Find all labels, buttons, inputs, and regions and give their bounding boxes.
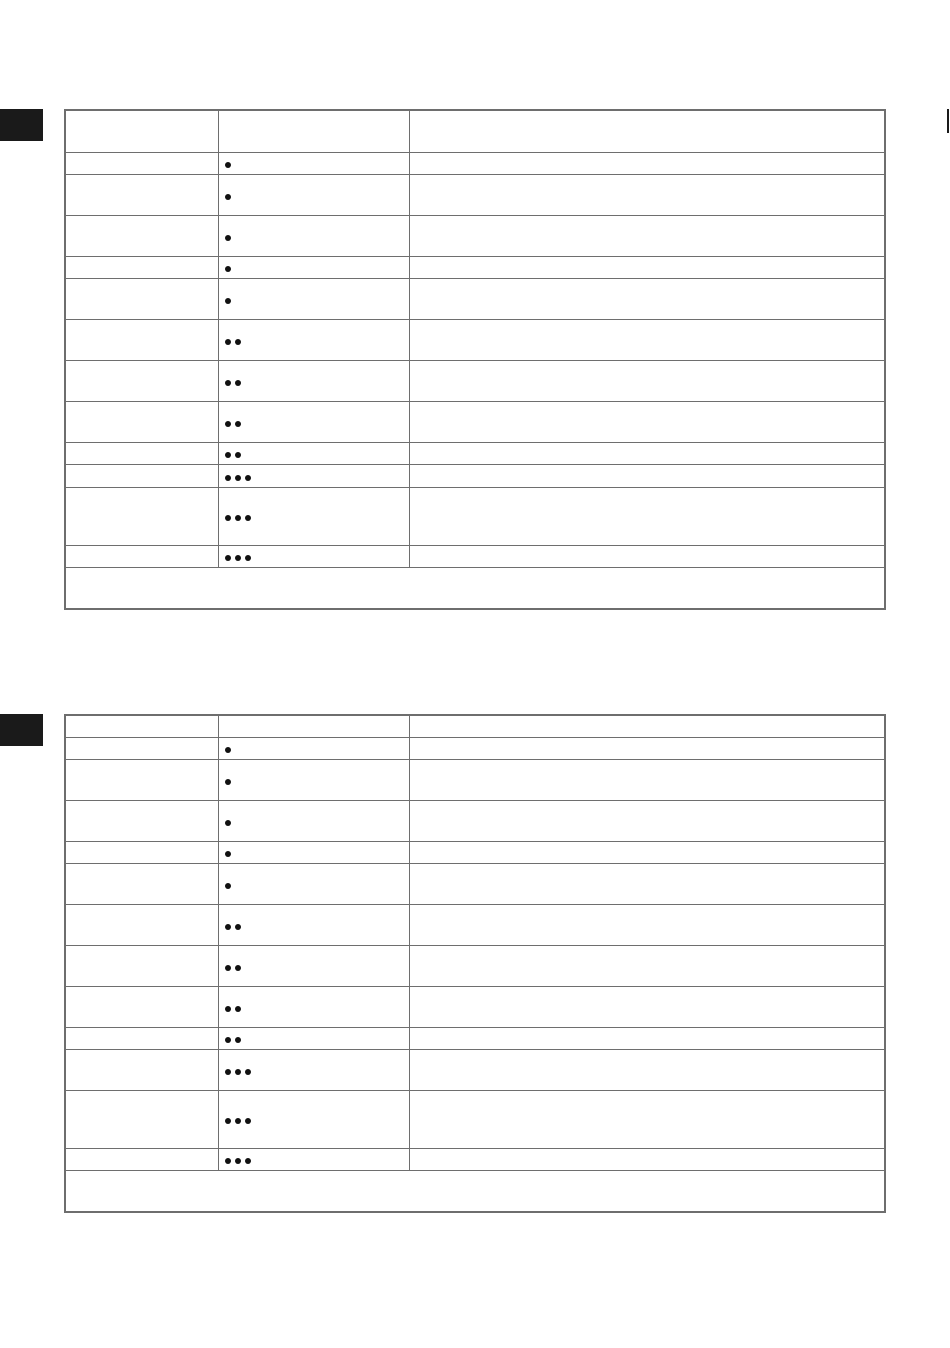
row-description xyxy=(410,1149,886,1171)
row-label xyxy=(65,738,219,760)
row-description xyxy=(410,361,886,402)
filled-dot-icon xyxy=(225,747,231,753)
row-description xyxy=(410,842,886,864)
filled-dot-icon xyxy=(225,851,231,857)
row-description xyxy=(410,864,886,905)
rating-dots xyxy=(225,1158,255,1164)
row-label xyxy=(65,488,219,546)
rating-dots xyxy=(225,475,255,481)
row-description xyxy=(410,465,886,488)
row-description xyxy=(410,946,886,987)
filled-dot-icon xyxy=(225,1158,231,1164)
filled-dot-icon xyxy=(235,924,241,930)
rating-table-2 xyxy=(64,714,886,1213)
rating-cell xyxy=(219,153,410,175)
row-description xyxy=(410,443,886,465)
filled-dot-icon xyxy=(225,924,231,930)
table-row xyxy=(65,801,885,842)
table-row xyxy=(65,216,885,257)
filled-dot-icon xyxy=(235,965,241,971)
row-label xyxy=(65,279,219,320)
rating-dots xyxy=(225,820,235,826)
rating-dots xyxy=(225,965,245,971)
rating-dots xyxy=(225,194,235,200)
filled-dot-icon xyxy=(225,475,231,481)
table-header-row xyxy=(65,715,885,738)
rating-cell xyxy=(219,987,410,1028)
rating-dots xyxy=(225,380,245,386)
rating-cell xyxy=(219,488,410,546)
rating-cell xyxy=(219,257,410,279)
row-label xyxy=(65,987,219,1028)
rating-dots xyxy=(225,851,235,857)
row-label xyxy=(65,1149,219,1171)
rating-dots xyxy=(225,162,235,168)
filled-dot-icon xyxy=(235,452,241,458)
table-row xyxy=(65,153,885,175)
table-row xyxy=(65,864,885,905)
row-description xyxy=(410,738,886,760)
row-label xyxy=(65,257,219,279)
header-cell xyxy=(410,110,886,153)
row-description xyxy=(410,1028,886,1050)
rating-cell xyxy=(219,1028,410,1050)
rating-cell xyxy=(219,946,410,987)
rating-dots xyxy=(225,1037,245,1043)
header-cell xyxy=(65,110,219,153)
table-row xyxy=(65,257,885,279)
table-row xyxy=(65,842,885,864)
rating-dots xyxy=(225,924,245,930)
header-cell xyxy=(410,715,886,738)
row-label xyxy=(65,546,219,568)
rating-dots xyxy=(225,339,245,345)
row-label xyxy=(65,361,219,402)
table-row xyxy=(65,320,885,361)
rating-cell xyxy=(219,864,410,905)
row-description xyxy=(410,987,886,1028)
table-footer-row xyxy=(65,1171,885,1213)
filled-dot-icon xyxy=(225,380,231,386)
table-row xyxy=(65,1028,885,1050)
rating-dots xyxy=(225,515,255,521)
table-row xyxy=(65,465,885,488)
rating-dots xyxy=(225,555,255,561)
filled-dot-icon xyxy=(245,555,251,561)
filled-dot-icon xyxy=(225,1069,231,1075)
header-cell xyxy=(219,110,410,153)
filled-dot-icon xyxy=(225,235,231,241)
filled-dot-icon xyxy=(235,1158,241,1164)
row-label xyxy=(65,864,219,905)
row-label xyxy=(65,1028,219,1050)
row-description xyxy=(410,257,886,279)
filled-dot-icon xyxy=(225,1006,231,1012)
table-footnote xyxy=(65,1171,885,1213)
filled-dot-icon xyxy=(245,1158,251,1164)
rating-cell xyxy=(219,402,410,443)
row-description xyxy=(410,320,886,361)
rating-table-1 xyxy=(64,109,886,610)
filled-dot-icon xyxy=(225,162,231,168)
table-row xyxy=(65,1091,885,1149)
table-row xyxy=(65,488,885,546)
row-description xyxy=(410,279,886,320)
row-label xyxy=(65,216,219,257)
rating-cell xyxy=(219,738,410,760)
rating-dots xyxy=(225,883,235,889)
row-label xyxy=(65,153,219,175)
rating-dots xyxy=(225,452,245,458)
row-label xyxy=(65,760,219,801)
rating-dots xyxy=(225,235,235,241)
rating-cell xyxy=(219,1050,410,1091)
filled-dot-icon xyxy=(225,883,231,889)
table-row xyxy=(65,946,885,987)
filled-dot-icon xyxy=(225,515,231,521)
filled-dot-icon xyxy=(235,475,241,481)
filled-dot-icon xyxy=(235,339,241,345)
filled-dot-icon xyxy=(225,194,231,200)
row-description xyxy=(410,1091,886,1149)
table-row xyxy=(65,760,885,801)
row-label xyxy=(65,842,219,864)
rating-cell xyxy=(219,842,410,864)
rating-dots xyxy=(225,1118,255,1124)
edge-marker xyxy=(947,109,949,133)
filled-dot-icon xyxy=(235,1037,241,1043)
rating-cell xyxy=(219,760,410,801)
filled-dot-icon xyxy=(235,380,241,386)
rating-cell xyxy=(219,546,410,568)
rating-cell xyxy=(219,175,410,216)
row-description xyxy=(410,760,886,801)
row-label xyxy=(65,801,219,842)
row-label xyxy=(65,320,219,361)
filled-dot-icon xyxy=(235,515,241,521)
filled-dot-icon xyxy=(225,820,231,826)
rating-cell xyxy=(219,216,410,257)
filled-dot-icon xyxy=(225,555,231,561)
row-description xyxy=(410,488,886,546)
row-label xyxy=(65,465,219,488)
row-description xyxy=(410,153,886,175)
rating-dots xyxy=(225,298,235,304)
filled-dot-icon xyxy=(245,515,251,521)
table-row xyxy=(65,905,885,946)
filled-dot-icon xyxy=(225,266,231,272)
table-row xyxy=(65,361,885,402)
row-label xyxy=(65,402,219,443)
filled-dot-icon xyxy=(225,339,231,345)
rating-dots xyxy=(225,747,235,753)
rating-cell xyxy=(219,801,410,842)
rating-cell xyxy=(219,1091,410,1149)
rating-dots xyxy=(225,1006,245,1012)
rating-dots xyxy=(225,421,245,427)
row-description xyxy=(410,1050,886,1091)
filled-dot-icon xyxy=(245,1118,251,1124)
rating-cell xyxy=(219,465,410,488)
table-header-row xyxy=(65,110,885,153)
filled-dot-icon xyxy=(245,475,251,481)
table-footnote xyxy=(65,568,885,610)
rating-dots xyxy=(225,1069,255,1075)
row-description xyxy=(410,175,886,216)
table-footer-row xyxy=(65,568,885,610)
filled-dot-icon xyxy=(235,1069,241,1075)
table-row xyxy=(65,1050,885,1091)
header-cell xyxy=(219,715,410,738)
row-description xyxy=(410,402,886,443)
header-cell xyxy=(65,715,219,738)
rating-cell xyxy=(219,361,410,402)
row-description xyxy=(410,801,886,842)
row-description xyxy=(410,905,886,946)
table-row xyxy=(65,279,885,320)
table-row xyxy=(65,443,885,465)
rating-dots xyxy=(225,266,235,272)
filled-dot-icon xyxy=(235,1006,241,1012)
table-row xyxy=(65,546,885,568)
filled-dot-icon xyxy=(225,421,231,427)
row-label xyxy=(65,443,219,465)
row-label xyxy=(65,946,219,987)
filled-dot-icon xyxy=(225,1037,231,1043)
rating-cell xyxy=(219,905,410,946)
rating-cell xyxy=(219,279,410,320)
rating-cell xyxy=(219,1149,410,1171)
row-label xyxy=(65,1091,219,1149)
table-row xyxy=(65,402,885,443)
row-label xyxy=(65,175,219,216)
filled-dot-icon xyxy=(225,965,231,971)
row-label xyxy=(65,905,219,946)
section-tab-2 xyxy=(0,714,43,746)
table-row xyxy=(65,738,885,760)
row-description xyxy=(410,216,886,257)
rating-cell xyxy=(219,320,410,361)
filled-dot-icon xyxy=(225,298,231,304)
filled-dot-icon xyxy=(225,779,231,785)
row-label xyxy=(65,1050,219,1091)
filled-dot-icon xyxy=(235,421,241,427)
filled-dot-icon xyxy=(245,1069,251,1075)
table-row xyxy=(65,1149,885,1171)
filled-dot-icon xyxy=(225,1118,231,1124)
table-row xyxy=(65,175,885,216)
section-tab-1 xyxy=(0,109,43,141)
rating-cell xyxy=(219,443,410,465)
filled-dot-icon xyxy=(235,1118,241,1124)
filled-dot-icon xyxy=(235,555,241,561)
rating-dots xyxy=(225,779,235,785)
table-row xyxy=(65,987,885,1028)
filled-dot-icon xyxy=(225,452,231,458)
row-description xyxy=(410,546,886,568)
